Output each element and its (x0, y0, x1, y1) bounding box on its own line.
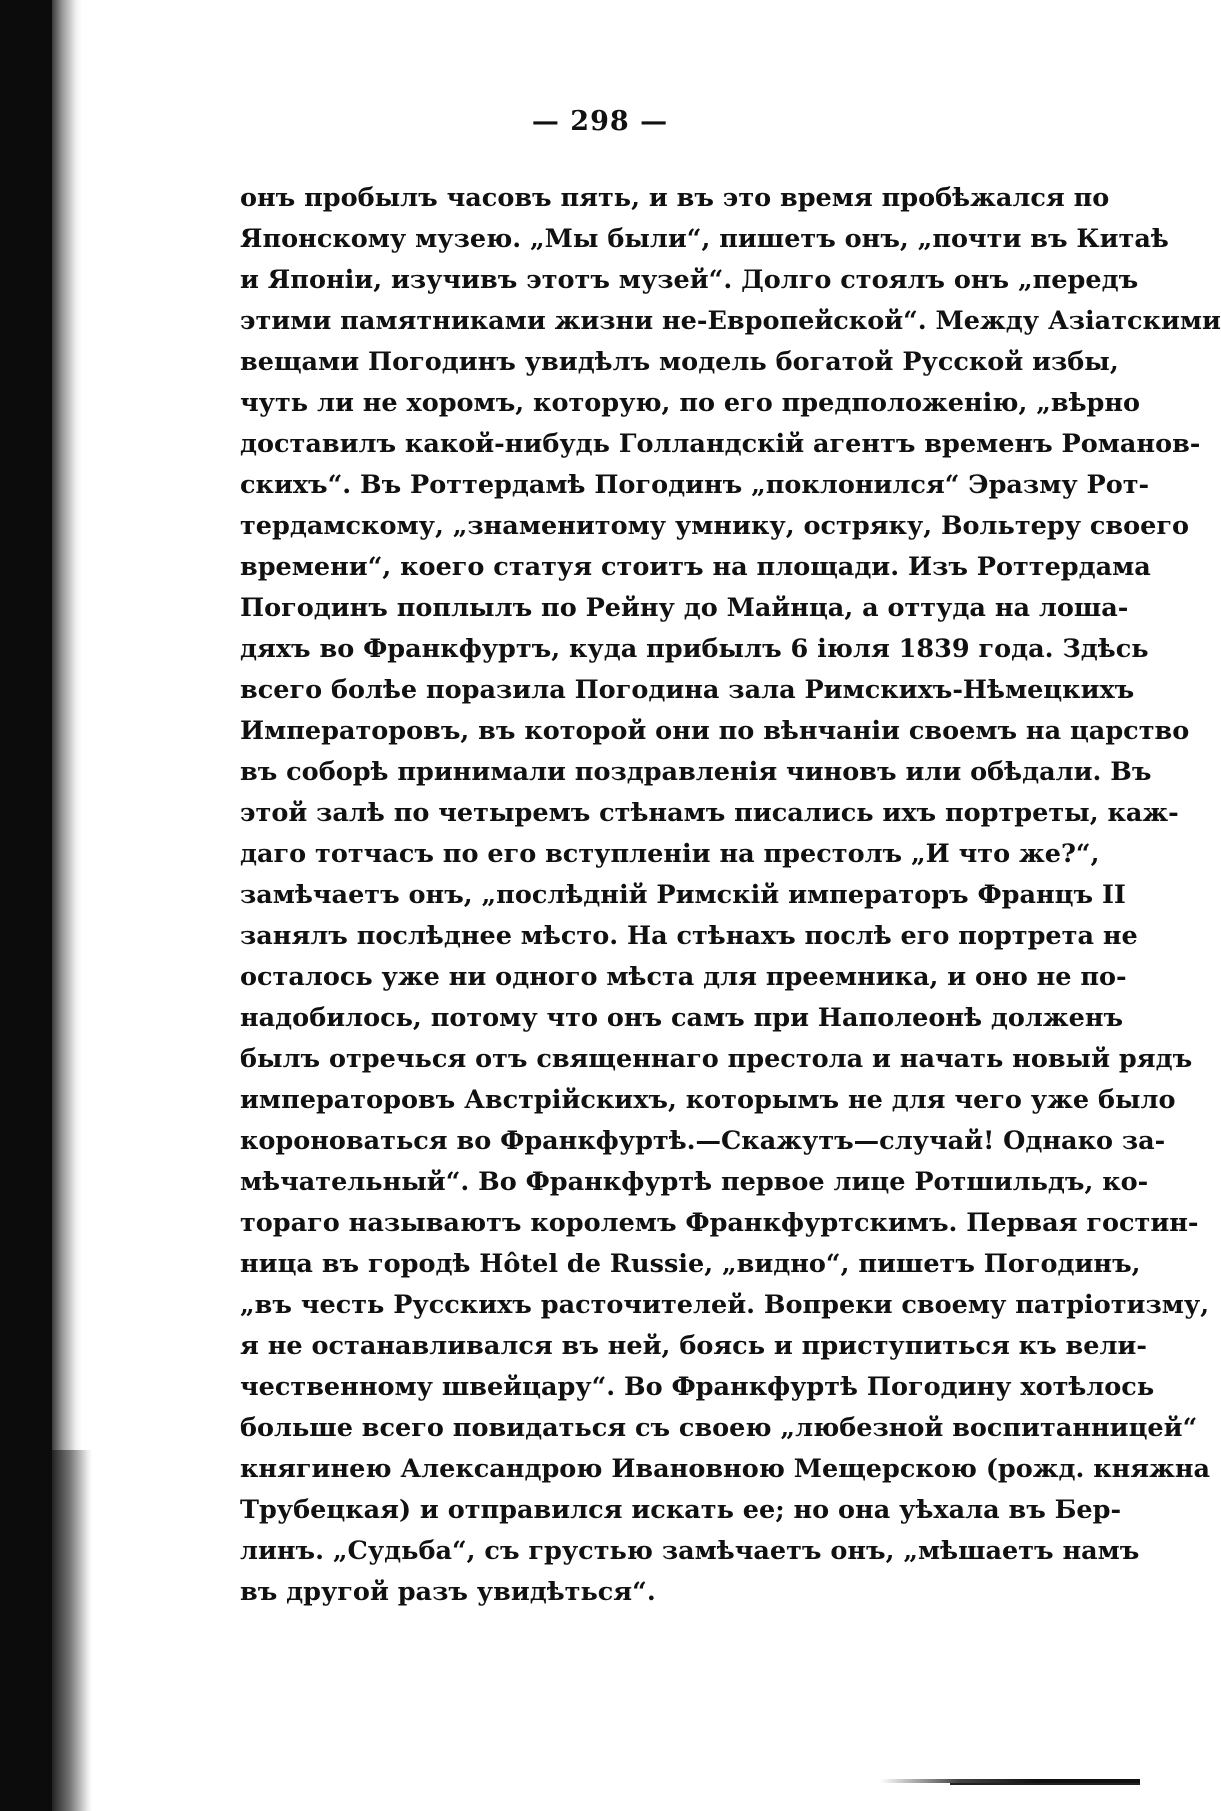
text-line: „въ честь Русскихъ расточителей. Вопреки своему патріотизму, (240, 1290, 1210, 1320)
body-text (240, 178, 1221, 1613)
text-line: этой залѣ по четыремъ стѣнамъ писались ихъ портреты, каж- (240, 798, 1179, 828)
text-line: дяхъ во Франкфуртъ, куда прибылъ 6 іюля 1839 года. Здѣсь (240, 634, 1149, 664)
text-line: тораго называютъ королемъ Франкфуртскимъ. Первая гостин- (240, 1208, 1199, 1238)
page-number: — 298 — (531, 106, 669, 137)
text-line: доставилъ какой-нибудь Голландскій агентъ временъ Романов- (240, 429, 1201, 459)
text-line: мѣчательный“. Во Франкфуртѣ первое лице Ротшильдъ, ко- (240, 1167, 1149, 1197)
text-line: Императоровъ, въ которой они по вѣнчаніи своемъ на царство (240, 716, 1190, 746)
book-spine-shadow (0, 0, 52, 1811)
text-line: я не останавливался въ ней, боясь и приступиться къ вели- (240, 1331, 1147, 1361)
text-line: короноваться во Франкфуртѣ.—Скажутъ—случай! Однако за- (240, 1126, 1166, 1156)
text-line-last: въ другой разъ увидѣться“. (240, 1577, 656, 1607)
text-line: императоровъ Австрійскихъ, которымъ не для чего уже было (240, 1085, 1176, 1115)
bottom-edge-line (950, 1783, 1140, 1785)
text-line: всего болѣе поразила Погодина зала Римскихъ-Нѣмецкихъ (240, 675, 1135, 705)
text-line: даго тотчасъ по его вступленіи на престолъ „И что же?“, (240, 839, 1100, 869)
text-line: Трубецкая) и отправился искать ее; но она уѣхала въ Бер- (240, 1495, 1122, 1525)
text-line: онъ пробылъ часовъ пять, и въ это время пробѣжался по (240, 183, 1110, 213)
text-line: въ соборѣ принимали поздравленія чиновъ или обѣдали. Въ (240, 757, 1152, 787)
text-line: этими памятниками жизни не-Европейской“. Между Азіатскими (240, 306, 1221, 336)
text-line: ница въ городѣ Hôtel de Russie, „видно“, пишетъ Погодинъ, (240, 1249, 1141, 1279)
text-line: замѣчаетъ онъ, „послѣдній Римскій императоръ Францъ II (240, 880, 1126, 910)
text-line: Погодинъ поплылъ по Рейну до Майнца, а оттуда на лоша- (240, 593, 1129, 623)
text-line: скихъ“. Въ Роттердамѣ Погодинъ „поклонился“ Эразму Рот- (240, 470, 1150, 500)
text-line: времени“, коего статуя стоитъ на площади. Изъ Роттердама (240, 552, 1151, 582)
text-line: чественному швейцару“. Во Франкфуртѣ Погодину хотѣлось (240, 1372, 1155, 1402)
text-line: надобилось, потому что онъ самъ при Наполеонѣ долженъ (240, 1003, 1124, 1033)
text-line: и Японіи, изучивъ этотъ музей“. Долго стоялъ онъ „передъ (240, 265, 1139, 295)
text-line: княгинею Александрою Ивановною Мещерскою (рожд. княжна (240, 1454, 1211, 1484)
text-line: линъ. „Судьба“, съ грустью замѣчаетъ онъ, „мѣшаетъ намъ (240, 1536, 1140, 1566)
spine-gradient-bottom (52, 1450, 92, 1811)
text-line: больше всего повидаться съ своею „любезной воспитанницей“ (240, 1413, 1198, 1443)
text-line: осталось уже ни одного мѣста для преемника, и оно не по- (240, 962, 1127, 992)
text-line: занялъ послѣднее мѣсто. На стѣнахъ послѣ его портрета не (240, 921, 1138, 951)
text-line: чуть ли не хоромъ, которую, по его предположенію, „вѣрно (240, 388, 1141, 418)
text-line: тердамскому, „знаменитому умнику, остряку, Вольтеру своего (240, 511, 1190, 541)
text-line: былъ отречься отъ священнаго престола и начать новый рядъ (240, 1044, 1193, 1074)
text-line: Японскому музею. „Мы были“, пишетъ онъ, „почти въ Китаѣ (240, 224, 1169, 254)
text-line: вещами Погодинъ увидѣлъ модель богатой Русской избы, (240, 347, 1119, 377)
